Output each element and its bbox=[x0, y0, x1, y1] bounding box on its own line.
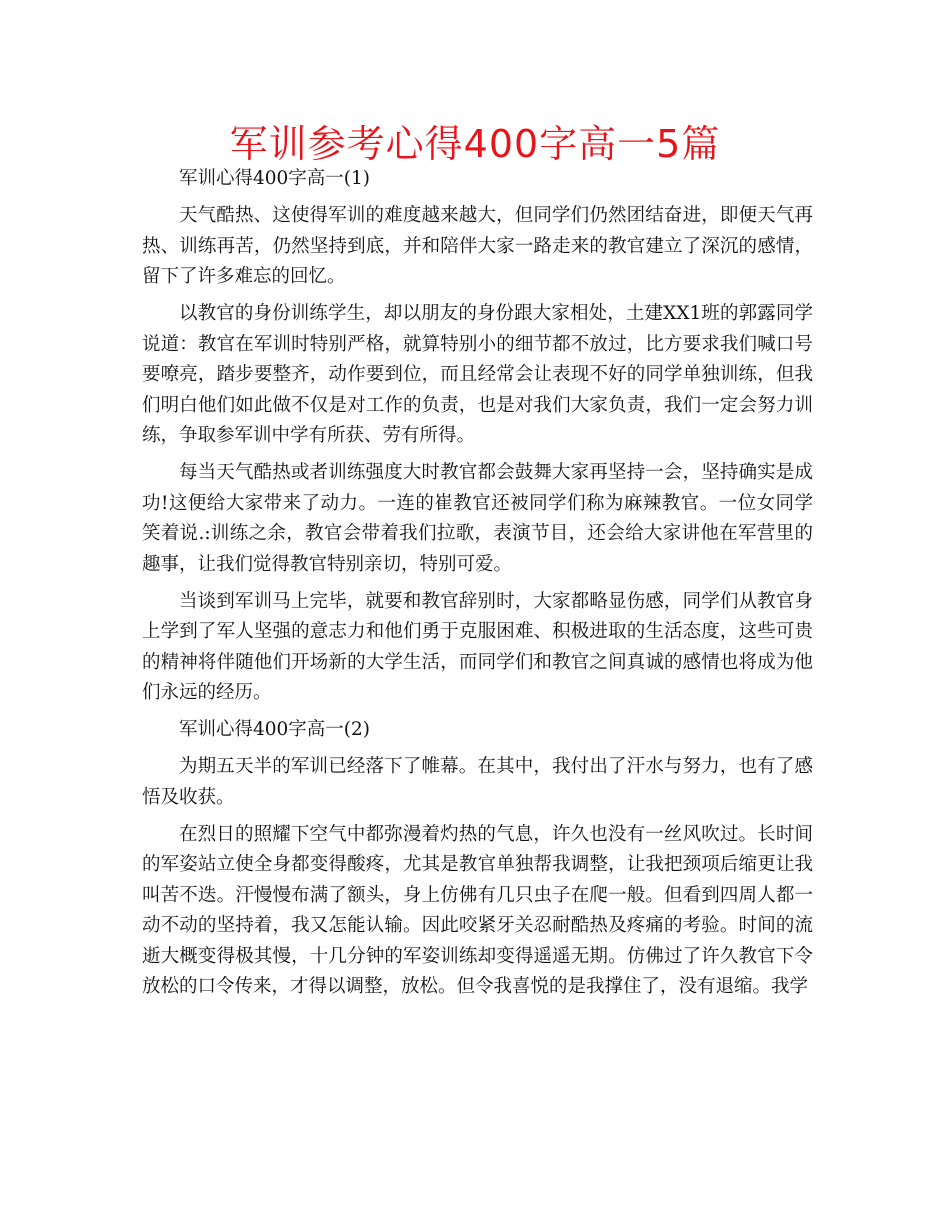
paragraph: 在烈日的照耀下空气中都弥漫着灼热的气息，许久也没有一丝风吹过。长时间的军姿站立使全身都变得酸疼，尤其是教官单独帮我调整，让我把颈项后缩更让我叫苦不迭。汗慢慢布满了额头，身上仿佛有几只虫子在爬一般。但看到四周人都一动不动的坚持着，我又怎能认输。因此咬紧牙关忍耐酷热及疼痛的考验。时间的流逝大概变得极其慢，十几分钟的军姿训练却变得遥遥无期。仿佛过了许久教官下令放松的口令传来，才得以调整，放松。但令我喜悦的是我撑住了，没有退缩。我学 bbox=[142, 823, 813, 997]
section-heading-1: 军训心得400字高一(1) bbox=[179, 168, 371, 189]
paragraph: 每当天气酷热或者训练强度大时教官都会鼓舞大家再坚持一会，坚持确实是成功!这便给大家带来了动力。一连的崔教官还被同学们称为麻辣教官。一位女同学笑着说.:训练之余，教官会带着我们拉歌，表演节目，还会给大家讲他在军营里的趣事，让我们觉得教官特别亲切，特别可爱。 bbox=[142, 462, 813, 575]
paragraph: 以教官的身份训练学生，却以朋友的身份跟大家相处，土建XX1班的郭露同学说道：教官在军训时特别严格，就算特别小的细节都不放过，比方要求我们喊口号要嘹亮，踏步要整齐，动作要到位，而且经常会让表现不好的同学单独训练，但我们明白他们如此做不仅是对工作的负责，也是对我们大家负责，我们一定会努力训练，争取参军训中学有所获、劳有所得。 bbox=[142, 303, 813, 446]
paragraph: 天气酷热、这使得军训的难度越来越大，但同学们仍然团结奋进，即便天气再热、训练再苦，仍然坚持到底，并和陪伴大家一路走来的教官建立了深沉的感情，留下了许多难忘的回忆。 bbox=[142, 205, 813, 287]
document-body bbox=[142, 164, 813, 1009]
document-title: 军训参考心得400字高一5篇 bbox=[229, 122, 721, 166]
paragraph: 为期五天半的军训已经落下了帷幕。在其中，我付出了汗水与努力，也有了感悟及收获。 bbox=[142, 756, 813, 808]
paragraph: 当谈到军训马上完毕，就要和教官辞别时，大家都略显伤感，同学们从教官身上学到了军人坚强的意志力和他们勇于克服困难、积极进取的生活态度，这些可贵的精神将伴随他们开场新的大学生活，而同学们和教官之间真诚的感情也将成为他们永远的经历。 bbox=[142, 590, 813, 703]
section-heading-2: 军训心得400字高一(2) bbox=[179, 719, 371, 740]
